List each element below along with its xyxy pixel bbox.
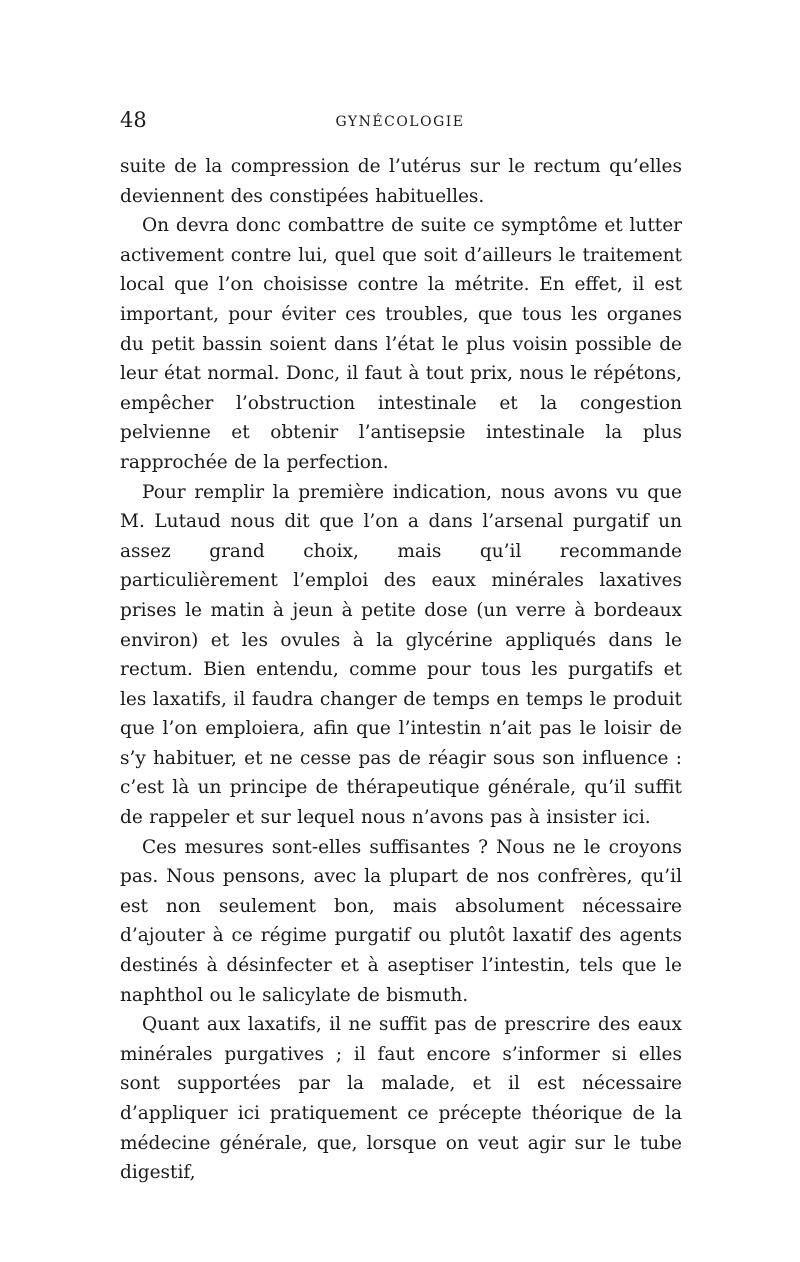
- page-body: [120, 152, 682, 1188]
- page-header: [120, 108, 680, 142]
- paragraph: On devra donc combattre de suite ce symptôme et lutter activement contre lui, quel que soit d’ailleurs le traitement local que l’on choisisse contre la métrite. En effet, il est important, pour éviter ces troubles, que tous les organes du petit bassin soient dans l’état le plus voisin possible de leur état normal. Donc, il faut à tout prix, nous le répétons, empêcher l’obstruction intestinale et la congestion pelvienne et obtenir l’antisepsie intestinale la plus rapprochée de la perfection.: [120, 215, 682, 473]
- page-number: 48: [120, 108, 147, 132]
- paragraph: Ces mesures sont-elles suffisantes ? Nous ne le croyons pas. Nous pensons, avec la plupart de nos confrères, qu’il est non seulement bon, mais absolument nécessaire d’ajouter à ce régime purgatif ou plutôt laxatif des agents destinés à désinfecter et à aseptiser l’intestin, tels que le naphthol ou le salicylate de bismuth.: [120, 836, 682, 1006]
- paragraph: Pour remplir la première indication, nous avons vu que M. Lutaud nous dit que l’on a dans l’arsenal purgatif un assez grand choix, mais qu’il recommande particulièrement l’emploi des eaux minérales laxatives prises le matin à jeun à petite dose (un verre à bordeaux environ) et les ovules à la glycérine appliqués dans le rectum. Bien entendu, comme pour tous les purgatifs et les laxatifs, il faudra changer de temps en temps le produit que l’on emploiera, afin que l’intestin n’ait pas le loisir de s’y habituer, et ne cesse pas de réagir sous son influence : c’est là un principe de thérapeutique générale, qu’il suffit de rappeler et sur lequel nous n’avons pas à insister ici.: [120, 481, 682, 829]
- paragraph-continuation: suite de la compression de l’utérus sur le rectum qu’elles deviennent des constipées habituelles.: [120, 156, 682, 207]
- running-title: GYNÉCOLOGIE: [335, 114, 465, 130]
- paragraph: Quant aux laxatifs, il ne suffit pas de prescrire des eaux minérales purgatives ; il faut encore s’informer si elles sont supportées par la malade, et il est nécessaire d’appliquer ici pratiquement ce précepte théorique de la médecine générale, que, lorsque on veut agir sur le tube digestif,: [120, 1014, 682, 1184]
